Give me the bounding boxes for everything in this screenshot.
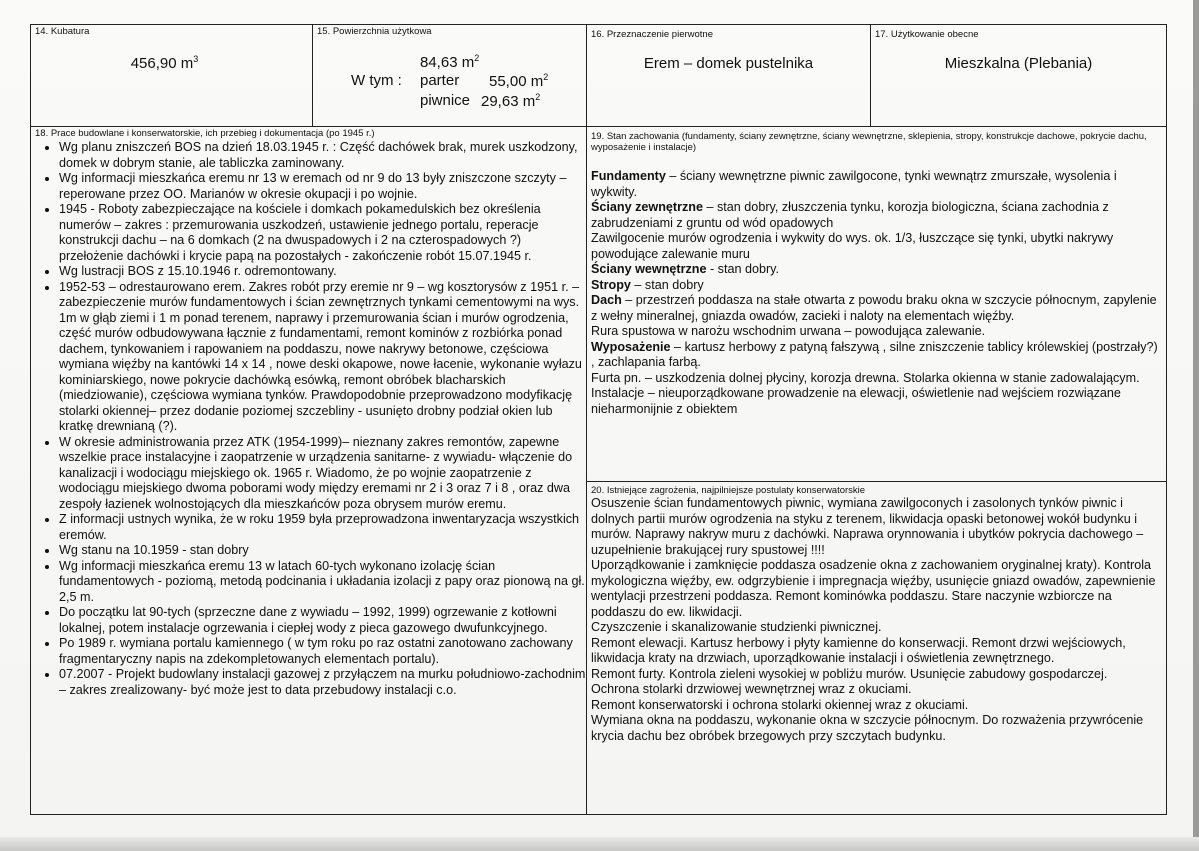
- powierzchnia-cell: [312, 24, 587, 127]
- powierzchnia-piwnice-value: 29,63 $m^2$: [481, 92, 541, 110]
- zagrozenia-cell: [586, 481, 1167, 815]
- prace-list: [31, 140, 586, 698]
- scan-edge: [1193, 0, 1199, 851]
- stan-paragraph: Wyposażenie – kartusz herbowy z patyną fałszywą , silne zniszczenie tablicy królewskiej (postrzały?) , zachlapania farbą.: [591, 339, 1158, 369]
- prace-cell: [30, 126, 587, 815]
- list-item: • Wg stanu na 10.1959 - stan dobry: [59, 543, 586, 559]
- zagrozenia-body: [587, 496, 1166, 744]
- stan-paragraph: Zawilgocenie murów ogrodzenia i wykwity do wys. ok. 1/3, łuszczące się tynki, ubytki nakrywy powodujące zalewanie muru: [591, 231, 1114, 261]
- zagrozenia-paragraph: Osuszenie ścian fundamentowych piwnic, wymiana zawilgoconych i zasolonych tynków piwnic i dolnych partii murów ogrodzenia na styku z terenem, likwidacja opaski betonowej wokół budynku i murów. Naprawy nakryw muru z dachówki. Naprawa orynnowania i ubytków pokrycia dachowego – uzupełnienie brakującej rury spustowej !!!!: [591, 496, 1144, 557]
- powierzchnia-piwnice-label: piwnice: [420, 92, 471, 109]
- list-item: • W okresie administrowania przez ATK (1954-1999)– nieznany zakres remontów, zapewne wszelkie prace instalacyjne i zaopatrzenie w urządzenia sanitarne- z wywiadu- włączenie do kanalizacji i wodociągu miejskiego ok. 1965 r. Wiadomo, że po wojnie zaopatrzenie z wodociągu miejskiego dwoma poborami wody między eremami nr 2 i 3 oraz 7 i 8 , oraz dwa zespoły łazienek wolnostojących dla mieszkańców poza obrysem murów eremu.: [59, 435, 586, 513]
- stan-paragraph: Ściany wewnętrzne - stan dobry.: [591, 262, 780, 276]
- stan-paragraph: Ściany zewnętrzne – stan dobry, złuszczenia tynku, korozja biologiczna, ściana zachodnia z zabrudzeniami z gruntu od wód opadowych: [591, 200, 1109, 230]
- zagrozenia-paragraph: Remont konserwatorski i ochrona stolarki okiennej wraz z okuciami.: [591, 697, 969, 712]
- list-item: • Do początku lat 90-tych (sprzeczne dane z wywiadu – 1992, 1999) ogrzewanie z kotłowni lokalnej, potem instalacje ogrzewania i ciepłej wody z pieca gazowego dwufunkcyjnego.: [59, 605, 586, 636]
- scan-edge-bottom: [0, 837, 1199, 851]
- list-item: • Wg informacji mieszkańca eremu nr 13 w eremach od nr 9 do 13 były zniszczone szczyty – reperowane przez OO. Marianów w okresie okupacji i po wojnie.: [59, 171, 586, 202]
- list-item: • Wg planu zniszczeń BOS na dzień 18.03.1945 r. : Część dachówek brak, murek uszkodzony, domek w dobrym stanie, ale tabliczka zaminowany.: [59, 140, 586, 171]
- zagrozenia-paragraph: Remont elewacji. Kartusz herbowy i płyty kamienne do konserwacji. Remont drzwi wejściowych, likwidacja kraty na drzwiach, uporządkowanie instalacji i oświetlenia zewnętrznego.: [591, 635, 1126, 665]
- powierzchnia-header: 15. Powierzchnia użytkowa: [317, 26, 432, 37]
- uzytkowanie-header: 17. Użytkowanie obecne: [875, 29, 979, 40]
- stan-paragraph: Furta pn. – uszkodzenia dolnej płyciny, korozja drewna. Stolarka okienna w stanie zadowalającym.: [591, 370, 1140, 385]
- kubatura-value: 456,90 $m^3$: [130, 54, 199, 72]
- stan-paragraph: Fundamenty – ściany wewnętrzne piwnic zawilgocone, tynki wewnątrz zmurszałe, wysolenia i wykwity.: [591, 169, 1117, 199]
- list-item: • Z informacji ustnych wynika, że w roku 1959 była przeprowadzona inwentaryzacja wszystkich eremów.: [59, 512, 586, 543]
- przeznaczenie-header: 16. Przeznaczenie pierwotne: [591, 29, 713, 40]
- list-item: • Po 1989 r. wymiana portalu kamiennego ( w tym roku po raz ostatni zanotowano zachowany fragmentaryczny napis na zdekompletowanych elementach portalu).: [59, 636, 586, 667]
- list-item: • 1952-53 – odrestaurowano erem. Zakres robót przy eremie nr 9 – wg kosztorysów z 1951 r. – zabezpieczenie murów fundamentowych i ścian zewnętrznych tynkami cementowymi na wys. 1m w głąb ziemi i 1 m ponad terenem, naprawy i przemurowania ścian i murów ogrodzenia, część murów odbudowywana łącznie z fundamentami, remont kominów z rozbiórka ponad dachem, tynkowaniem i rapowaniem na poddaszu, nowe nakrywy betonowe, częściowa wymiana więźby na kantówki 14 x 14 , nowe deski okapowe, nowe łacenie, wykonanie wyłazu kominiarskiego, nowe pokrycie dachówką esówką, remont obróbek blacharskich (miedziowanie), częściowa wymiana tynków. Prawdopodobnie przeprowadzono modyfikację stolarki okiennej– przez dodanie poziomej szczebliny - usunięto drobny podział okien lub kratkę drewnianą (?).: [59, 280, 586, 435]
- stan-cell: [586, 126, 1167, 482]
- zagrozenia-header: 20. Istniejące zagrożenia, najpilniejsze postulaty konserwatorskie: [591, 485, 866, 496]
- prace-header: 18. Prace budowlane i konserwatorskie, ich przebieg i dokumentacja (po 1945 r.): [35, 128, 375, 139]
- stan-paragraph: Stropy – stan dobry: [591, 277, 704, 292]
- zagrozenia-paragraph: Czyszczenie i skanalizowanie studzienki piwnicznej.: [591, 620, 882, 634]
- stan-paragraph: Dach – przestrzeń poddasza na stałe otwarta z powodu braku okna w szczycie północnym, zapylenie z wełny mineralnej, gniazda owadów, zacieki i naloty na elementach więźby.: [591, 293, 1157, 323]
- przeznaczenie-cell: [586, 24, 871, 127]
- stan-header: 19. Stan zachowania (fundamenty, ściany zewnętrzne, ściany wewnętrzne, sklepienia, stropy, konstrukcje dachowe, pokrycie dachu, wyposażenie i instalacje): [591, 131, 1147, 153]
- kubatura-header: 14. Kubatura: [35, 26, 90, 37]
- stan-body: [587, 169, 1166, 417]
- list-item: • Wg informacji mieszkańca eremu 13 w latach 60-tych wykonano izolację ścian fundamentowych - poziomą, metodą podcinania i układania izolacji z papy oraz pionową na gł. 2,5 m.: [59, 559, 586, 606]
- uzytkowanie-cell: [870, 24, 1167, 127]
- powierzchnia-wtym-label: W tym :: [351, 72, 402, 89]
- uzytkowanie-value: Mieszkalna (Plebania): [944, 55, 1093, 72]
- stan-paragraph: Instalacje – nieuporządkowane prowadzenie na elewacji, oświetlenie nad wejściem rozwiązane nieharmonijnie z obiektem: [591, 386, 1121, 416]
- zagrozenia-paragraph: Wymiana okna na poddaszu, wykonanie okna w szczycie północnym. Do rozważenia przywrócenie krycia dachu bez obróbek brzegowych przy szczytach budynku.: [591, 713, 1144, 743]
- list-item: • 07.2007 - Projekt budowlany instalacji gazowej z przyłączem na murku południowo-zachodnim – zakres zrealizowany- być może jest to data przebudowy instalacji c.o.: [59, 667, 586, 698]
- zagrozenia-paragraph: Uporządkowanie i zamknięcie poddasza osadzenie okna z zachowaniem oryginalnej kraty). Kontrola mykologiczna więźby, ew. odgrzybienie i impregnacja więźby, usunięcie gniazd owadów, zapewnienie wentylacji przestrzeni poddasza. Remont kominówka poddaszu. Stare naczynie wzbiorcze na poddaszu do ew. likwidacji.: [591, 558, 1156, 619]
- powierzchnia-parter-value: 55,00 $m^2$: [489, 72, 549, 90]
- list-item: • Wg lustracji BOS z 15.10.1946 r. odremontowany.: [59, 264, 586, 280]
- powierzchnia-parter-label: parter: [420, 72, 460, 89]
- zagrozenia-paragraph: Remont furty. Kontrola zieleni wysokiej w pobliżu murów. Usunięcie zabudowy gospodarczej.: [591, 666, 1108, 681]
- powierzchnia-total: 84,63 $m^2$: [420, 53, 480, 71]
- stan-paragraph: Rura spustowa w narożu wschodnim urwana – powodująca zalewanie.: [591, 324, 986, 338]
- zagrozenia-paragraph: Ochrona stolarki drzwiowej wewnętrznej wraz z okuciami.: [591, 682, 912, 696]
- przeznaczenie-value: Erem – domek pustelnika: [643, 55, 814, 72]
- list-item: • 1945 - Roboty zabezpieczające na kościele i domkach pokamedulskich bez określenia numerów – zakres : przemurowania uszkodzeń, ustawienie jednego portalu, reperacje konstrukcji dachu – na 6 domkach (2 na dwuspadowych i 2 na czterospadowych ?) przełożenie dachówki i krycie papą na pozostałych - zakończenie robót 15.07.1945 r.: [59, 202, 586, 264]
- kubatura-cell: [30, 24, 313, 127]
